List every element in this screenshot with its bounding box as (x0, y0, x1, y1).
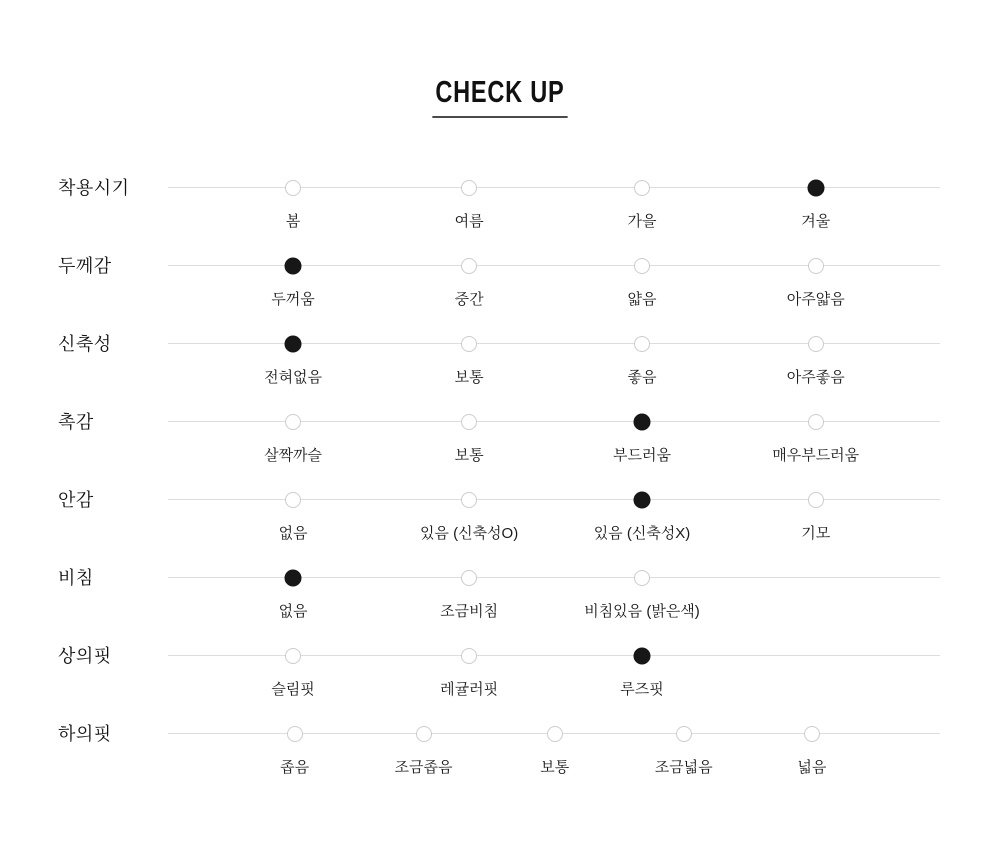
option-dot (461, 570, 477, 586)
attribute-row (0, 559, 1000, 637)
page-title: CHECK UP (432, 74, 567, 118)
option-track (168, 421, 940, 464)
option-track (168, 265, 940, 308)
option-dot-selected (634, 647, 651, 664)
row-label: 비침 (58, 567, 94, 588)
option-label: 아주좋음 (786, 368, 845, 386)
option-dot (808, 258, 824, 274)
option-label: 가을 (627, 212, 657, 230)
option-dot (804, 726, 820, 742)
option-label: 부드러움 (613, 446, 671, 464)
option-dot (808, 414, 824, 430)
option-dot (808, 492, 824, 508)
option-track (168, 499, 940, 542)
option-dot-selected (285, 257, 302, 274)
row-label: 촉감 (58, 411, 94, 432)
option-dot-selected (285, 335, 302, 352)
option-dot (634, 336, 650, 352)
option-label: 루즈핏 (620, 680, 664, 698)
option-label: 슬림핏 (271, 680, 315, 698)
option-dot-selected (634, 413, 651, 430)
option-dot (285, 180, 301, 196)
option-label: 여름 (454, 212, 484, 230)
option-label: 얇음 (627, 290, 657, 308)
option-dot (634, 258, 650, 274)
option-dot (287, 726, 303, 742)
option-label: 두꺼움 (271, 290, 315, 308)
option-dot-selected (807, 179, 824, 196)
attribute-row (0, 481, 1000, 559)
attribute-row (0, 169, 1000, 247)
option-label: 있음 (신축성X) (593, 524, 691, 542)
option-label: 좁음 (280, 758, 310, 776)
option-track (168, 187, 940, 230)
option-dot (461, 648, 477, 664)
option-dot (634, 570, 650, 586)
option-dot (285, 492, 301, 508)
option-label: 없음 (278, 602, 308, 620)
attribute-row (0, 403, 1000, 481)
attribute-row (0, 247, 1000, 325)
option-dot (676, 726, 692, 742)
option-label: 겨울 (801, 212, 831, 230)
row-label: 두께감 (58, 255, 112, 276)
option-label: 없음 (278, 524, 308, 542)
option-label: 조금비침 (440, 602, 499, 620)
option-label: 기모 (801, 524, 831, 542)
option-label: 조금좁음 (394, 758, 453, 776)
option-label: 살짝까슬 (264, 446, 323, 464)
option-label: 보통 (454, 368, 484, 386)
option-track (168, 343, 940, 386)
option-track (168, 655, 940, 698)
option-dot (461, 180, 477, 196)
option-dot (461, 414, 477, 430)
option-dot (634, 180, 650, 196)
option-dot (285, 414, 301, 430)
option-label: 비침있음 (밝은색) (584, 602, 700, 620)
option-track (168, 577, 940, 620)
option-label: 중간 (454, 290, 484, 308)
option-label: 좋음 (627, 368, 657, 386)
option-track (168, 733, 940, 776)
option-label: 보통 (454, 446, 484, 464)
option-dot (285, 648, 301, 664)
option-label: 봄 (285, 212, 301, 230)
option-label: 전혀없음 (264, 368, 323, 386)
row-label: 상의핏 (58, 645, 112, 666)
option-label: 레귤러핏 (440, 680, 499, 698)
checkup-rows (0, 169, 1000, 793)
option-dot (808, 336, 824, 352)
attribute-row (0, 325, 1000, 403)
option-dot (461, 258, 477, 274)
option-dot (547, 726, 563, 742)
option-dot (461, 336, 477, 352)
option-label: 매우부드러움 (772, 446, 860, 464)
option-dot (416, 726, 432, 742)
option-dot-selected (634, 491, 651, 508)
page-header (0, 0, 1000, 118)
option-label: 있음 (신축성O) (419, 524, 519, 542)
attribute-row (0, 637, 1000, 715)
option-dot-selected (285, 569, 302, 586)
option-label: 아주얇음 (786, 290, 845, 308)
attribute-row (0, 715, 1000, 793)
row-label: 착용시기 (58, 177, 130, 198)
option-label: 넓음 (797, 758, 827, 776)
option-dot (461, 492, 477, 508)
row-label: 안감 (58, 489, 94, 510)
row-label: 하의핏 (58, 723, 112, 744)
row-label: 신축성 (58, 333, 112, 354)
option-label: 보통 (540, 758, 570, 776)
option-label: 조금넓음 (654, 758, 713, 776)
